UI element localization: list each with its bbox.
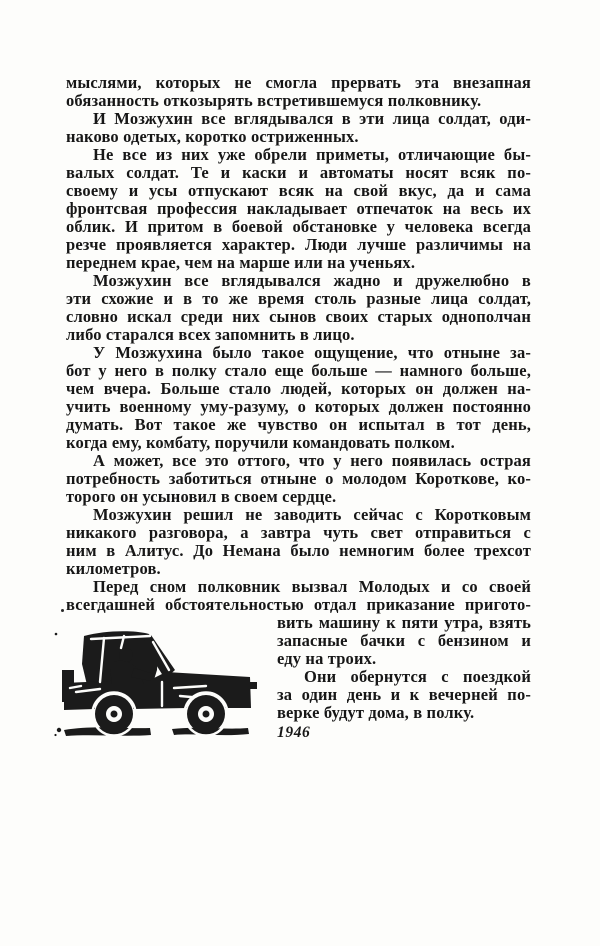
text-line: Не все из них уже обрели приметы, отличающие бы-	[93, 145, 531, 164]
text-line: верке будут дома, в полку.	[277, 703, 475, 722]
text-line: обязанность откозырять встретившемуся полковнику.	[66, 91, 482, 110]
text-line: переднем крае, чем на марше или на ученьях.	[66, 253, 416, 272]
text-line: резче проявляется характер. Люди лучше различимы на	[66, 235, 531, 254]
text-line: эти схожие и в то же время столь разные лица солдат,	[66, 289, 531, 308]
text-line: никакого разговора, а завтра чуть свет отправиться с	[66, 523, 531, 542]
text-line: всегдашней обстоятельностью отдал приказание пригото-	[66, 595, 531, 614]
text-line: У Мозжухина было такое ощущение, что отныне за-	[93, 343, 531, 362]
text-line: вить машину к пяти утра, взять	[277, 613, 531, 632]
text-line: И Мозжухин все вглядывался в эти лица солдат, оди-	[93, 109, 531, 128]
text-line: своему и усы отпускают всяк на свой вкус, да и сама	[66, 181, 531, 200]
year-caption: 1946	[277, 724, 311, 741]
text-line: когда ему, комбату, поручили командовать полком.	[66, 433, 455, 452]
text-line: потребность заботиться отныне о молодом Короткове, ко-	[66, 469, 531, 488]
text-line: запасные бачки с бензином и	[277, 631, 531, 650]
scan-speck	[61, 609, 64, 612]
text-line: Перед сном полковник вызвал Молодых и со своей	[93, 577, 531, 596]
text-line: наково одетых, коротко остриженных.	[66, 127, 359, 146]
text-line: мыслями, которых не смогла прервать эта внезапная	[66, 73, 531, 92]
text-line: словно искал среди них сынов своих старых однополчан	[66, 307, 531, 326]
text-line: либо старался всех запомнить в лицо.	[66, 325, 355, 344]
text-line: ним в Алитус. До Немана было немногим более трехсот	[66, 541, 531, 560]
text-line: Они обернутся с поездкой	[304, 667, 531, 686]
text-line: чем вчера. Больше стало людей, которых он должен на-	[66, 379, 531, 398]
text-line: еду на троих.	[277, 649, 377, 668]
text-line: учить военному уму-разуму, о которых должен постоянно	[66, 397, 531, 416]
text-line: Мозжухин все вглядывался жадно и дружелюбно в	[93, 271, 531, 290]
text-line: Мозжухин решил не заводить сейчас с Коротковым	[93, 505, 531, 524]
text-line: торого он усыновил в своем сердце.	[66, 487, 337, 506]
text-line: километров.	[66, 559, 161, 578]
text-line: фронтсвая профессия накладывает отпечаток на весь их	[66, 199, 531, 218]
jeep-illustration	[54, 626, 258, 744]
text-line: бот у него в полку стало еще больше — намного больше,	[66, 361, 531, 380]
text-line: А может, все это оттого, что у него появилась острая	[93, 451, 531, 470]
text-line: за один день и к вечерней по-	[277, 685, 531, 704]
text-line: валых солдат. Те и каски и автоматы носят всяк по-	[66, 163, 531, 182]
text-line: думать. Вот такое же чувство он испытал в тот день,	[66, 415, 531, 434]
text-line: облик. И притом в боевой обстановке у человека всегда	[66, 217, 531, 236]
